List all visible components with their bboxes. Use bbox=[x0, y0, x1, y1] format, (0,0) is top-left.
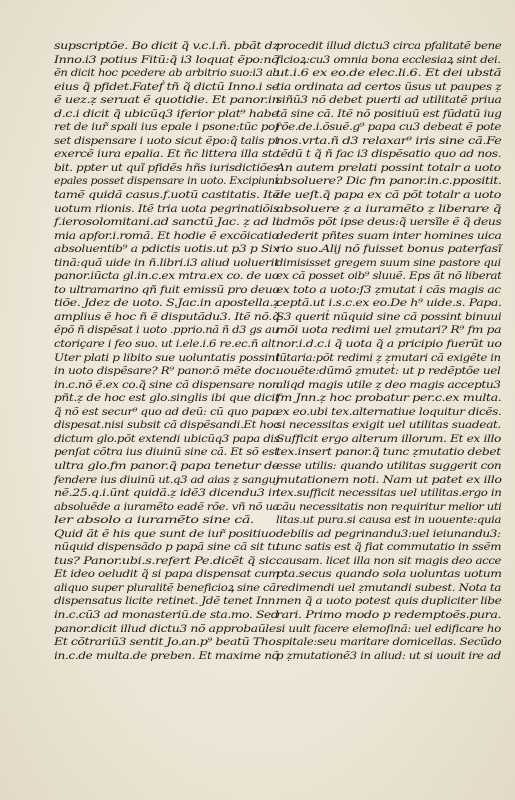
text-line: supscriptõe. Bo dicit q̃ v.c.i.ñ. pbãt dz bbox=[54, 40, 279, 52]
text-line: Et ideo oeludit q̃ si papa dispensat cum bbox=[54, 568, 280, 581]
text-line: tẽdũ t q̃ ñ fac i3 dispẽsatio quo ad nos. bbox=[276, 148, 502, 161]
text-line: si uult facere elemoſinã: uel edificare ho bbox=[276, 622, 501, 635]
text-line: litas.ut pura.si causa est in uouente:quia bbox=[276, 514, 502, 527]
text-line: in.c.cũ3 ad monasteriũ.de sta.mo. Sed bbox=[54, 608, 279, 621]
text-line: tinã:quã uide in ñ.libri.i3 aliud uoluerit bbox=[54, 256, 279, 269]
text-line: Inno.i3 potius Fitũ:q̃ i3 loquaṭ ẽpo:nõ bbox=[54, 53, 279, 66]
text-line: nẽ.25.q.i.ũnt quidã.ẓ idẽ3 dicendu3 in bbox=[54, 487, 280, 500]
text-line: rio suo.Alij nõ fuisset bonus paterfasĩ bbox=[276, 243, 502, 256]
text-line: siñũ3 nõ debet puerti ad utilitatẽ priua bbox=[276, 94, 502, 107]
text-line: f.ierosolomitani.ad sanctũ Jac. ẓ ad li bbox=[54, 216, 280, 229]
text-line: procedit illud dictu3 circa pfalitatẽ bene bbox=[276, 40, 502, 52]
text-line: tex.sufficit necessitas uel utilitas.ergo in bbox=[276, 487, 502, 500]
text-line: ret de iur̃ spali ius epale i psone:tũc poſ bbox=[54, 121, 279, 134]
text-line: absoluere? Dic fm panor.in.c.ppositit. bbox=[276, 175, 502, 188]
text-line: penſat cõtra ius diuinũ sine cã. Et sõ est bbox=[54, 446, 279, 459]
text-line: tex.insert panor.q̃ tunc ẓmutatio debet bbox=[276, 446, 501, 459]
text-line: debilis ad pegrinandu3:uel ieiunandu3: bbox=[276, 527, 501, 540]
text-line: uotum rlionis. Itẽ tria uota pegrinatiõis bbox=[54, 202, 279, 215]
text-line: nos.vrta.ñ d3 relaxar⁹ iris sine cã.Fe bbox=[276, 134, 502, 147]
text-line: Et cõtrariũ3 sentit Jo.an.p⁹ beatũ Tho. bbox=[54, 636, 279, 649]
text-line: aliqd magis utile ẓ deo magis acceptu3 bbox=[276, 378, 501, 391]
text-line: in.c.de multa.de preben. Et maxime nõ bbox=[54, 649, 279, 662]
text-line: in uoto dispẽsare? R⁹ panor.õ mẽte doc. bbox=[54, 365, 279, 378]
text-line: fm Jnn.ẓ hoc probatur per.c.ex multa. bbox=[276, 392, 502, 405]
text-line: absoluentib⁹ a pdictis uotis.ut p3 p Six bbox=[54, 243, 280, 256]
text-line: ficioꝝ:cu3 omnia bona ecclesiaꝝ sint dei. bbox=[276, 53, 501, 66]
text-line: ler absolo a iuramẽto sine cã. bbox=[54, 514, 254, 527]
text-line: exercẽ iura epalia. Et ñc littera illa sta bbox=[54, 148, 280, 161]
text-line: set dispensare i uoto sicut ẽpo:q̃ talis pt bbox=[54, 134, 280, 147]
text-line: ẽn dicit hoc pcedere ab arbitrio suo:i3 ab bbox=[54, 67, 280, 80]
text-line: esse utilis: quando utilitas suggerit con bbox=[276, 459, 502, 472]
text-line: An autem prelati possint totalr a uoto bbox=[276, 161, 501, 174]
text-line: cãu necessitatis non requiritur melior uti bbox=[276, 500, 502, 513]
text-line: dictum glo.põt extendi ubicũq3 papa dis bbox=[54, 432, 280, 445]
text-line: si necessitas exigit uel utilitas suadeat. bbox=[276, 419, 501, 432]
text-line: dederit pñtes suam inter homines uica bbox=[276, 229, 502, 242]
text-line: dimisisset gregem suum sine pastore qui bbox=[276, 256, 501, 269]
text-line: panor.dicit illud dictu3 nõ approbaũle. bbox=[54, 622, 280, 635]
text-line: dispesat.nisi subsit cã dispẽsandi.Et hoc bbox=[54, 419, 280, 432]
text-line: lũtaria:põt redimi ẓ ẓmutari cã exigẽte in bbox=[276, 351, 501, 364]
text-line: ẽpõ ñ dispẽsat i uoto .pprio.nã ñ d3 gs au bbox=[54, 324, 279, 337]
text-line: rari. Primo modo p redemptoẽs.pura. bbox=[276, 608, 502, 621]
text-line: ut.i.6 ex eo.de elec.li.6. Et dei ubstã bbox=[276, 67, 502, 80]
text-line: Quid ãt ẽ his que sunt de iur̃ positiuo. bbox=[54, 527, 280, 540]
left-text-column bbox=[54, 40, 279, 663]
text-line: ex toto a uoto:ſ3 ẓmutat i cãs magis ac bbox=[276, 283, 501, 296]
text-line: fendere ius diuinũ ut.q3 ad aias ẓ sanguj bbox=[54, 473, 279, 486]
text-line: to ultramarino qñ fuit emissũ pro deuo bbox=[54, 283, 280, 296]
text-line: ctoriçare i feo suo. ut i.ele.i.6 re.ec.ñ alt. bbox=[54, 338, 279, 351]
text-line: uouẽte:dũmõ ẓmuteṫ: ut p redẽptõe uel bbox=[276, 365, 501, 378]
text-line: tã sine cã. Itẽ nõ positiuũ est fũdatũ iug bbox=[276, 107, 502, 120]
text-line: eius q̃ pfidet.Fateḟ tñ q̃ dictũ Inno.i se bbox=[54, 80, 279, 93]
text-line: ceptã.ut i.s.c.ex eo.De h⁹ uide.s. Papa. bbox=[276, 297, 502, 310]
text-line: q̃ nõ est secur⁹ quo ad deũ: cũ quo papa bbox=[54, 405, 279, 418]
text-line: Uter plati p libito sue uoluntatis possint bbox=[54, 351, 280, 364]
text-line: tiõe. Jdez de uoto. S.Jac.in apostella.ẓ bbox=[54, 297, 280, 310]
text-line: panor.iũcta gl.in.c.ex mtra.ex co. de uo bbox=[54, 270, 279, 283]
text-line: pta.secus quando sola uoluntas uotum bbox=[276, 568, 502, 581]
text-line: nũquid dispensãdo p papã sine cã sit tu bbox=[54, 541, 280, 554]
text-line: spitale:seu maritare domicellas. Secũdo bbox=[276, 636, 502, 649]
text-line: causam. licet illa non sit magis deo acce bbox=[276, 554, 502, 567]
text-line: S3 queriṫ nũquid sine cã possint binuui bbox=[276, 310, 502, 323]
text-line: admõs põt ipse deus:q̃ uersĩle ẽ q̃ deus bbox=[276, 216, 502, 229]
text-line: ex cã posset oib⁹ sluuẽ. Eps ãt nõ liberat bbox=[276, 270, 502, 283]
text-line: bit. ppter ut quĩ pfidẽs hñs iurisdictiões bbox=[54, 161, 280, 174]
text-line: p ẓmutationẽ3 in aliud: ut si uouit ire ad bbox=[276, 649, 501, 662]
text-line: ex eo.ubi tex.alternatiue loquitur dicẽs. bbox=[276, 405, 502, 418]
text-line: de ueſt.q̃ papa ex cã põt totalr a uoto bbox=[276, 189, 502, 202]
text-line: tamẽ quidã casus.f.uotũ castitatis. Itẽ bbox=[54, 189, 280, 202]
text-line: rõe.de.i.õsuẽ.g⁹ papa cu3 debeat ẽ pote bbox=[276, 121, 502, 134]
text-line: epales posset dispensare in uoto. Excipiunṫ bbox=[54, 175, 279, 188]
text-line: nor.i.d.c.i q̃ uota q̃ a pricipio fuerũt uo bbox=[276, 338, 502, 351]
text-line: tus? Panor.ubi.s.refert Pe.dicẽt q̃ sic. bbox=[54, 554, 280, 567]
text-line: absoluere ẓ a iuramẽto ẓ liberare q̃ bbox=[276, 202, 502, 215]
text-line: mõi uota redimi uel ẓmutari? R⁹ fm pa bbox=[276, 324, 502, 337]
right-text-column bbox=[276, 40, 501, 663]
text-line: absoluẽde a iuramẽto eadẽ rõe. vñ nõ ua bbox=[54, 500, 280, 513]
text-line: ultra glo.fm panor.q̃ papa tenetur de bbox=[54, 459, 280, 472]
text-line: tunc satis est q̃ fiat commutatio in ssẽm bbox=[276, 541, 502, 554]
text-line: aliquo super pluralitẽ beneficioꝝ sine cã: bbox=[54, 581, 280, 594]
text-line: redimendi uel ẓmutandi subest. Nota ta bbox=[276, 581, 502, 594]
text-line: pñt.ẓ de hoc est glo.singlis ibi que dicit bbox=[54, 392, 280, 405]
text-line: men q̃ a uoto potest quis dupliciter libe bbox=[276, 595, 502, 608]
text-line: Sufficit ergo alterum illorum. Et ex illo bbox=[276, 432, 502, 445]
text-line: dispensatus licite retinet. Jdẽ tenet Inn. bbox=[54, 595, 279, 608]
text-line: tia ordinata ad certos ũsus ut paupes ẓ bbox=[276, 80, 502, 93]
text-line: d.c.i dicit q̃ ubicũq3 iferior plat⁹ habe bbox=[54, 107, 279, 120]
text-line: in.c.nõ ẽ.ex co.q̃ sine cã dispensare non bbox=[54, 378, 280, 391]
text-line: amplius ẽ hoc ñ ẽ disputãdu3. Itẽ nõ.q̃ bbox=[54, 310, 280, 323]
text-line: ẽ uez.ẓ seruat ẽ quotidie. Et panor.in bbox=[54, 94, 280, 107]
text-line: mia apfor.i.romã. Et hodie ẽ excõicatio bbox=[54, 229, 279, 242]
text-line: mutationem noti. Nam ut patet ex illo bbox=[276, 473, 502, 486]
